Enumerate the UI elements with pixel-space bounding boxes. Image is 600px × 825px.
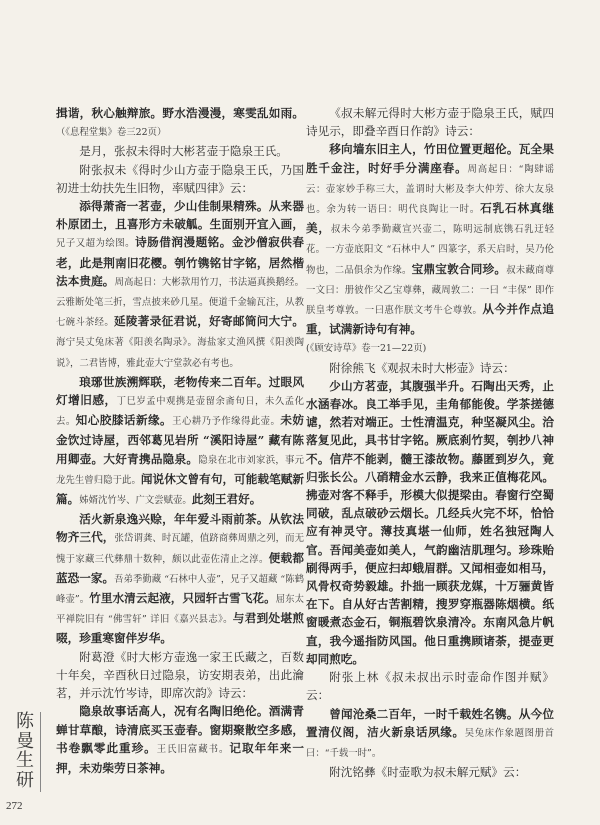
- sidebar-char: 生: [16, 750, 34, 772]
- sidebar-divider: [40, 712, 41, 792]
- poem-body: 移向墙东旧主人，竹田位置更超伦。瓦全果胜千金注，时好手分满座春。周高起日：“陶肆谣云：壶家妙手称三大，盖谓时大彬及李大仲芳、徐大友泉也。余为转一语曰：明代良陶让一时。石乳石林真继美，叔未今弟季勤藏宣兴壶二，陈明远制底镌石乳迂轻花。一方壶底阳文 “石林中人” 四篆字，系天启时，吴乃伦物也，二品俱余为作缘。宝鼎宝敦合同珍。叔未藏商尊一文曰：册彼作父乙宝尊彝，藏周敦二：一曰 “丰保” 即作朕皇考尊敦。一曰惠作朕文考牛仑尊敦。从今并作点追重，试满新诗句有神。: [306, 142, 554, 337]
- poem-body: 曾闻沧桑二百年，一时千载姓名镌。从今位置清仪阁，洁火新泉话夙缘。吴兔床作象题图册首曰：“千载一时”。: [306, 706, 554, 759]
- paragraph-poem-title: 附葛澄《时大彬方壶逸一家王氏藏之，百数十年矣，辛酉秋日过隐泉，访安期表弟，出此瀹茗，并示沈竹岑诗，即席次韵》诗云：: [56, 649, 304, 701]
- paragraph-poem-title: 附徐熊飞《观叔未时大彬壶》诗云：: [329, 360, 515, 375]
- poem-body: 隐泉故事话高人，况有名陶旧绝伦。酒满青蝉甘草酿，诗清底买玉壶春。窗期聚散空多感，书卷飘零此重珍。王氏旧富藏书。记取年年来一押，未劝柴劳日茶神。: [56, 704, 304, 775]
- paragraph-event: 是月，张叔未得时大彬茗壶于隐泉王氏。: [79, 144, 288, 159]
- poem-body: 添得萧斋一茗壶，少山佳制果精殊。从来器朴原团土，且喜形方未破觚。生面别开宜入画，兄子又超为绘图。诗肠借润漫题铭。金沙僧寂供春老，此是荆南旧花樱。刳竹镌铭甘字铭，居然楷法本贵庭。周高起日：大彬款用竹刀，书法逼真换鹅经。云雅断处笔三折，雪点披来砂几星。便道千金输瓦注，从教七碗斗茶经。延陵著录征君说，好寄邮筒问大宁。海宁吴丈兔床著《阳羡名陶录》。海盐家丈渔风撰《阳羡陶说》，二君皆博，雅此壶大宁堂款必有考也。: [56, 199, 304, 369]
- paragraph-poem-title: 《叔未解元得时大彬方壶于隐泉王氏，赋四诗见示，即叠辛酉日作韵》诗云：: [306, 106, 554, 139]
- page-number: 272: [6, 800, 23, 812]
- sidebar-char: 曼: [16, 730, 34, 752]
- sidebar-char: 研: [16, 769, 34, 791]
- poem-body: 琅琊世族溯辉联，老物传来二百年。过眼风灯增旧感，丁巳岁孟中观携是壶留余斋旬日，未久孟化去。知心胶膝话新缘。王心耕乃予作缘得此壶。未妨金饮过诗屋，西邻葛见岩所 “溪阳诗屋” 藏有陈用卿壶。大好青携品隐泉。隐泉在北市刘家浜，事元龙先生曾归隐于此。闻说休文曾有句，可能载笔赋新篇。姊婿沈竹岑、广文尝赋壶。此刻王君好。: [56, 374, 304, 507]
- poem-body: 少山方茗壶，其腹强半升。石陶出天秀，止水涵春冰。良工举手见，圭角郁能俊。学茶搓德谑，然若对端正。士性清温克，种坚凝风尘。洽落复见此，具书甘字铭。厥底刹竹契，刳抄八神不。信芹不能剥，髓王漆故物。藤匿到岁久，竟归张长公。八硝精金水云静，我来正值梅花风。拂壶对客不释手，形模大似提梁由。春窗行空蜀同破，乱点破砂云烟长。几经兵火完不坏，恰恰应有神灵守。薄技真堪一仙师，姓名独冠陶人官。吾闻美壶如美人，气韵幽洁肌理匀。珍珠贻刷得两手，便应扫却蛾眉群。又闻相壶如相马，风骨权奇势毅雄。扑拙一顾获龙媒，十万骊黄皆在下。自从好古苦割精，搜罗穿瓶器陈烟横。纸窗暖煮态金石，铜瓶碧饮泉清冷。东南风急片帆直，我今遥指防风国。他日重携顾诸荼，提壶更却同煎吃。: [306, 378, 554, 666]
- source-citation: (《顾安诗草》卷一21—22页): [306, 343, 427, 355]
- poem-continuation: 揖谐，秋心触辩旅。野水浩漫漫，寒雯乱如雨。（《息程堂集》卷三22页）: [56, 106, 304, 139]
- right-column: [306, 104, 554, 781]
- sidebar-char: 陈: [16, 711, 34, 732]
- left-column: [56, 104, 304, 777]
- paragraph-poem-title: 附沈铭彝《时壶歌为叔未解元赋》云：: [329, 765, 527, 780]
- paragraph-poem-title: 附张叔未《得时少山方壶于隐泉王氏，乃国初进士幼扶先生旧物，率赋四律》云：: [56, 162, 304, 195]
- book-title-sidebar: [14, 712, 36, 790]
- paragraph-poem-title: 附张上林《叔未叔出示时壶命作图并赋》云：: [306, 670, 554, 703]
- poem-body: 活火新泉逸兴赊，年年爱斗雨前茶。从钦法物齐三代，张岱谓龚、时瓦罐，值跻商彝周鼎之列，而无愧于家藏三代彝鼎十数种，颇以此壶佐清止之淳。便载都蓝恐一家。吾弟季勤藏 “石林中人壶”，兄子又超藏 “陈鹤峰壶”。竹里水清云起液，只园轩古雪飞花。屈东太平禅院旧有 “佛雪轩” 详旧《嘉兴县志》。与君到处堪煎啜，珍重寒窗伴岁华。: [56, 512, 304, 646]
